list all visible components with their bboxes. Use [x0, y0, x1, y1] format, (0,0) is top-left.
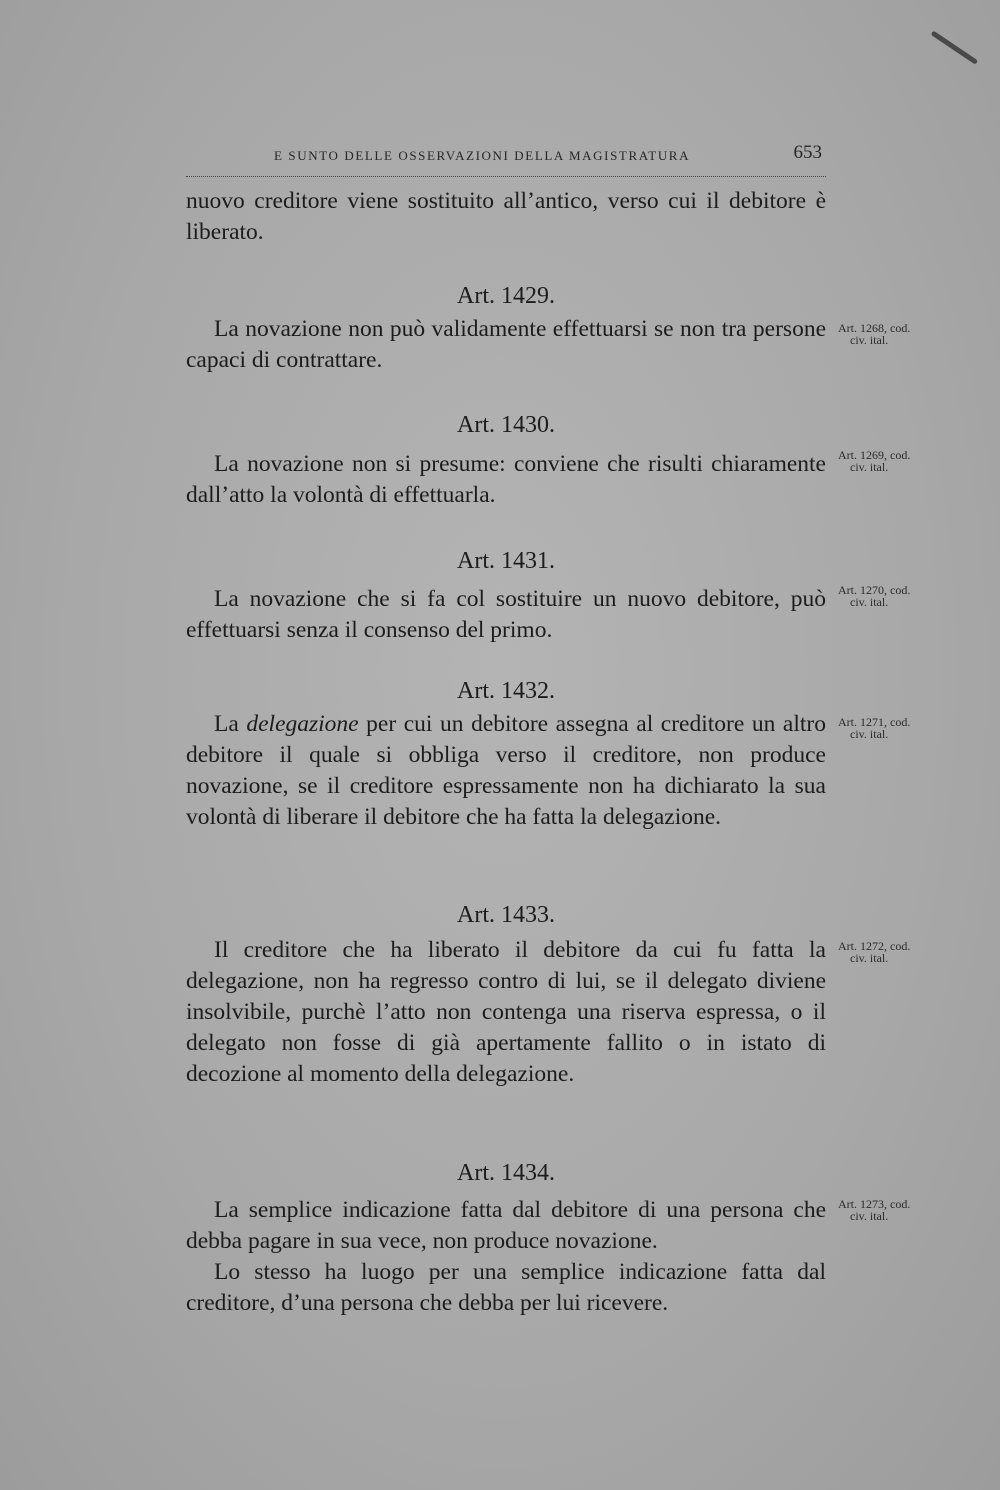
paragraph-text: per cui un debitore assegna al creditore un altro debitore il quale si obbliga verso il creditore, non produce novazione, se il creditore espressamente non ha dichiarato la sua volontà di liberare il debitore che ha fatta la delegazione.	[186, 711, 826, 830]
article-1430-body	[186, 449, 826, 511]
page-number: 653	[793, 142, 822, 163]
article-paragraph: Il creditore che ha liberato il debitore da cui fu fatta la delegazione, non ha regresso contro di lui, se il delegato diviene insolvibile, purchè l’atto non contenga una riserva espressa, o il delegato non fosse di già apertamente fallito o in istato di decozione al momento della delegazione.	[186, 937, 826, 1087]
article-1432-margin-note	[838, 716, 950, 740]
margin-note-line: civ. ital.	[850, 1209, 889, 1223]
margin-note-line: Art. 1268, cod.	[838, 321, 911, 335]
article-1432-body	[186, 709, 826, 833]
article-1433-margin-note	[838, 940, 950, 964]
margin-note-line: civ. ital.	[850, 951, 889, 965]
margin-note-line: Art. 1270, cod.	[838, 583, 911, 597]
article-paragraph: La novazione non si presume: conviene che risulti chiaramente dall’atto la volontà di effettuarla.	[186, 451, 826, 508]
article-1434-margin-note	[838, 1198, 950, 1222]
article-1432-heading: Art. 1432.	[457, 678, 555, 704]
margin-note-line: civ. ital.	[850, 595, 889, 609]
paragraph-text: La	[214, 711, 247, 737]
article-1430-heading: Art. 1430.	[457, 412, 555, 438]
italic-term: delegazione	[246, 711, 359, 737]
article-paragraph	[186, 709, 826, 833]
margin-note-line: Art. 1272, cod.	[838, 939, 911, 953]
article-paragraph: La novazione che si fa col sostituire un nuovo debitore, può effettuarsi senza il consenso del primo.	[186, 586, 826, 643]
article-paragraph: Lo stesso ha luogo per una semplice indicazione fatta dal creditore, d’una persona che debba per lui ricevere.	[186, 1259, 826, 1316]
margin-pencil-mark	[931, 30, 979, 64]
article-1434-body	[186, 1195, 826, 1319]
running-head: E SUNTO DELLE OSSERVAZIONI DELLA MAGISTRATURA	[274, 148, 691, 163]
margin-note-line: civ. ital.	[850, 727, 889, 741]
margin-note-line: Art. 1269, cod.	[838, 448, 911, 462]
article-paragraph: La semplice indicazione fatta dal debitore di una persona che debba pagare in sua vece, non produce novazione.	[186, 1197, 826, 1254]
article-1431-margin-note	[838, 584, 950, 608]
margin-note-line: Art. 1271, cod.	[838, 715, 911, 729]
article-1434-heading: Art. 1434.	[457, 1160, 555, 1186]
article-paragraph: La novazione non può validamente effettuarsi se non tra persone capaci di contrattare.	[186, 316, 826, 373]
article-1430-margin-note	[838, 449, 950, 473]
article-1429-body	[186, 314, 826, 376]
page-header	[186, 142, 826, 177]
margin-note-line: Art. 1273, cod.	[838, 1197, 911, 1211]
article-1433-body	[186, 935, 826, 1090]
article-1433-heading: Art. 1433.	[457, 902, 555, 928]
margin-note-line: civ. ital.	[850, 333, 889, 347]
article-1431-body	[186, 584, 826, 646]
continuation-paragraph: nuovo creditore viene sostituito all’antico, verso cui il debitore è liberato.	[186, 188, 826, 245]
margin-note-line: civ. ital.	[850, 460, 889, 474]
continuation-text	[186, 186, 826, 248]
article-1429-margin-note	[838, 322, 950, 346]
article-1429-heading: Art. 1429.	[457, 283, 555, 309]
article-1431-heading: Art. 1431.	[457, 548, 555, 574]
